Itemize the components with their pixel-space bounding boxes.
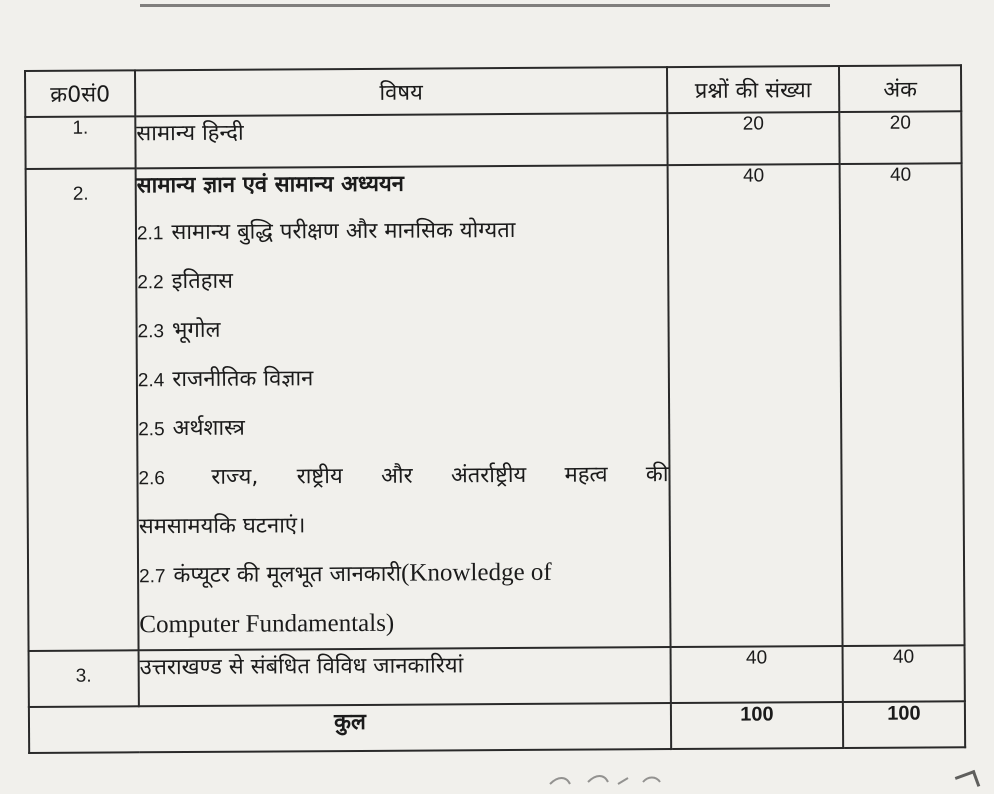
subitem-text-latin: (Knowledge of [400, 558, 552, 587]
subitem-continuation: Computer Fundamentals) [139, 609, 395, 639]
syllabus-table [24, 64, 966, 754]
cropped-heading-underline [140, 0, 830, 7]
subitem-text: भूगोल [171, 317, 221, 344]
subitem-code: 2.7 [139, 566, 166, 588]
handwritten-scribble [548, 772, 668, 788]
subitem [138, 451, 668, 503]
row-marks: 20 [839, 111, 961, 164]
subitem-code: 2.3 [137, 321, 165, 343]
subitem-continuation: समसामयकि घटनाएं। [138, 513, 306, 540]
row-questions: 20 [667, 112, 839, 165]
subitem-code: 2.5 [138, 419, 165, 441]
subitem-text: इतिहास [171, 268, 234, 295]
header-marks: अंक [839, 65, 961, 112]
table-header-row [25, 65, 961, 117]
subitem-code: 2.6 [138, 468, 165, 490]
row-serial: 2. [26, 168, 139, 651]
table-row [25, 111, 961, 169]
total-questions: 100 [671, 702, 843, 749]
row-questions: 40 [668, 164, 843, 647]
row-marks: 40 [843, 645, 965, 702]
table-row [26, 163, 965, 651]
total-label: कुल [29, 703, 671, 753]
subitem-code: 2.1 [136, 223, 164, 245]
subitem-code: 2.4 [137, 370, 165, 392]
subitem [137, 206, 667, 258]
subitem-text: सामान्य बुद्धि परीक्षण और मानसिक योग्यता [171, 218, 516, 246]
row-questions: 40 [671, 646, 843, 703]
subitem [137, 255, 667, 307]
subitem [137, 304, 667, 356]
header-subject: विषय [135, 67, 667, 116]
subitem-text: राज्य, राष्ट्रीय और अंतर्राष्ट्रीय महत्व की [211, 462, 669, 490]
header-serial: क्र0सं0 [25, 70, 135, 117]
total-row [29, 701, 965, 753]
table-row [29, 645, 965, 707]
total-marks: 100 [843, 701, 965, 748]
subitem [138, 402, 668, 454]
subitem [138, 353, 668, 405]
subitem-code: 2.2 [137, 272, 164, 294]
row-serial: 3. [29, 650, 139, 707]
row-subject: सामान्य ज्ञान एवं सामान्य अध्ययन [136, 171, 404, 199]
subitem-text: राजनीतिक विज्ञान [172, 366, 314, 393]
row-subject: सामान्य हिन्दी [135, 113, 667, 168]
row-serial: 1. [25, 116, 135, 169]
subitem-text: कंप्यूटर की मूलभूत जानकारी [173, 561, 402, 589]
subitem-text: अर्थशास्त्र [172, 415, 245, 442]
row-subject: उत्तराखण्ड से संबंधित विविध जानकारियां [139, 647, 671, 706]
row-marks: 40 [840, 163, 965, 646]
subitem [139, 548, 669, 601]
header-questions: प्रश्नों की संख्या [667, 66, 839, 113]
row-subject-cell [136, 165, 671, 650]
corner-pen-mark [955, 770, 981, 793]
